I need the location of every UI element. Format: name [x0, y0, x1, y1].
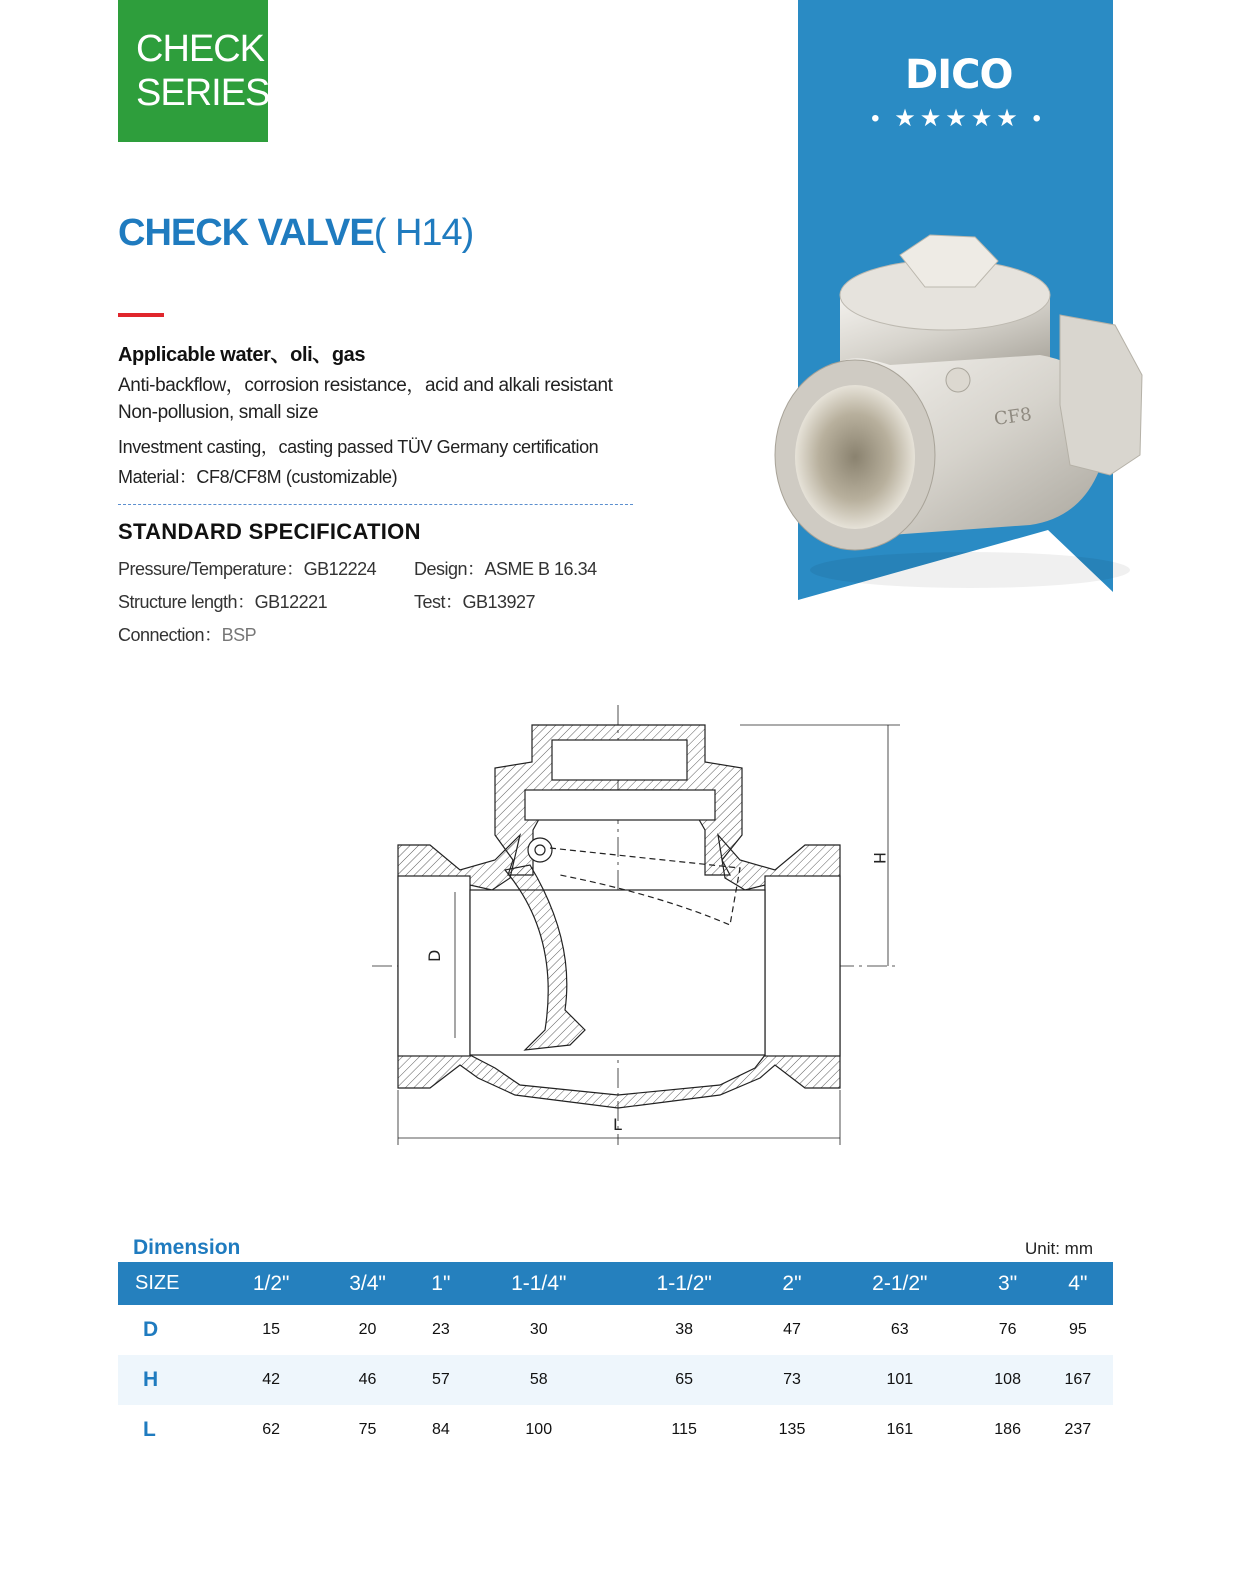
title-name: CHECK VALVE — [118, 212, 374, 254]
size-cell: 1-1/2" — [656, 1271, 712, 1295]
page-title — [118, 212, 473, 255]
table-row — [118, 1405, 1113, 1455]
table-cell: 186 — [994, 1421, 1021, 1438]
unit-label: Unit: mm — [1025, 1239, 1093, 1258]
badge-line-2: SERIES — [136, 72, 270, 114]
series-badge — [118, 0, 268, 142]
table-cell: 167 — [1064, 1371, 1092, 1388]
table-cell: 46 — [358, 1371, 377, 1388]
dimension-table — [118, 1262, 1113, 1455]
table-cell: 100 — [525, 1421, 553, 1438]
table-cell: 115 — [671, 1421, 697, 1438]
table-cell: 237 — [1064, 1421, 1092, 1438]
accent-bar — [118, 313, 164, 317]
table-cell: 15 — [262, 1321, 281, 1338]
dimension-title: Dimension — [133, 1236, 241, 1259]
table-cell: 20 — [358, 1321, 377, 1338]
table-cell: 63 — [890, 1321, 909, 1338]
size-cell: 1/2" — [252, 1271, 290, 1295]
brand-logo: DICO — [905, 52, 1013, 98]
spec-test: Test：GB13927 — [414, 592, 536, 612]
spec-structure: Structure length：GB12221 — [118, 592, 328, 612]
table-cell: 62 — [262, 1421, 281, 1438]
feature-line: Investment casting，casting passed TÜV Germany certification — [118, 437, 599, 457]
dim-label-h: H — [870, 852, 889, 865]
size-cell: 3/4" — [349, 1271, 386, 1295]
table-cell: 108 — [994, 1371, 1021, 1388]
size-cell: 1" — [431, 1271, 451, 1295]
table-cell: 65 — [675, 1371, 694, 1388]
table-cell: 47 — [783, 1321, 801, 1338]
spec-design: Design：ASME B 16.34 — [414, 559, 597, 579]
connection-value: BSP — [221, 625, 257, 645]
size-cell: 3" — [998, 1271, 1018, 1295]
table-cell: 95 — [1068, 1321, 1087, 1338]
divider — [118, 504, 633, 505]
table-cell: 58 — [529, 1371, 548, 1388]
table-cell: 57 — [431, 1371, 450, 1388]
table-cell: 76 — [998, 1321, 1017, 1338]
badge-line-1: CHECK — [136, 28, 265, 70]
table-cell: 30 — [529, 1321, 548, 1338]
size-cell: 2" — [782, 1271, 802, 1295]
table-cell: 161 — [886, 1421, 914, 1438]
table-cell: 84 — [431, 1421, 450, 1438]
feature-line: Non-pollusion, small size — [118, 402, 319, 423]
table-cell: 23 — [431, 1321, 450, 1338]
features-heading: Applicable water、oli、gas — [118, 344, 366, 366]
table-header-row — [118, 1262, 1113, 1305]
table-row — [118, 1355, 1113, 1405]
feature-line: Anti-backflow，corrosion resistance，acid and alkali resistant — [118, 375, 613, 396]
table-cell: 101 — [886, 1371, 914, 1388]
title-model: ( H14) — [373, 212, 474, 254]
svg-text:CF8: CF8 — [992, 403, 1034, 430]
dim-label-d: D — [425, 949, 444, 962]
row-label: L — [143, 1418, 156, 1441]
table-cell: 38 — [675, 1321, 694, 1338]
dim-label-l: L — [613, 1115, 622, 1134]
feature-line: Material：CF8/CF8M (customizable) — [118, 467, 398, 487]
table-cell: 135 — [778, 1421, 806, 1438]
size-cell: 2-1/2" — [872, 1271, 928, 1295]
spec-pressure: Pressure/Temperature：GB12224 — [118, 559, 377, 579]
brand-stars: • ★★★★★ • — [871, 105, 1045, 132]
table-cell: 75 — [358, 1421, 377, 1438]
connection-label: Connection： — [118, 625, 222, 645]
row-label: H — [143, 1368, 159, 1391]
spec-connection — [118, 621, 256, 647]
table-row — [118, 1305, 1113, 1355]
valve-section-drawing — [360, 700, 920, 1160]
spec-heading: STANDARD SPECIFICATION — [118, 519, 421, 544]
table-cell: 73 — [783, 1371, 801, 1388]
size-cell: 1-1/4" — [511, 1271, 567, 1295]
table-cell: 42 — [262, 1371, 281, 1388]
row-label: D — [143, 1318, 159, 1341]
valve-product-image — [770, 225, 1150, 595]
size-cell: 4" — [1068, 1271, 1088, 1295]
size-header: SIZE — [135, 1272, 180, 1294]
